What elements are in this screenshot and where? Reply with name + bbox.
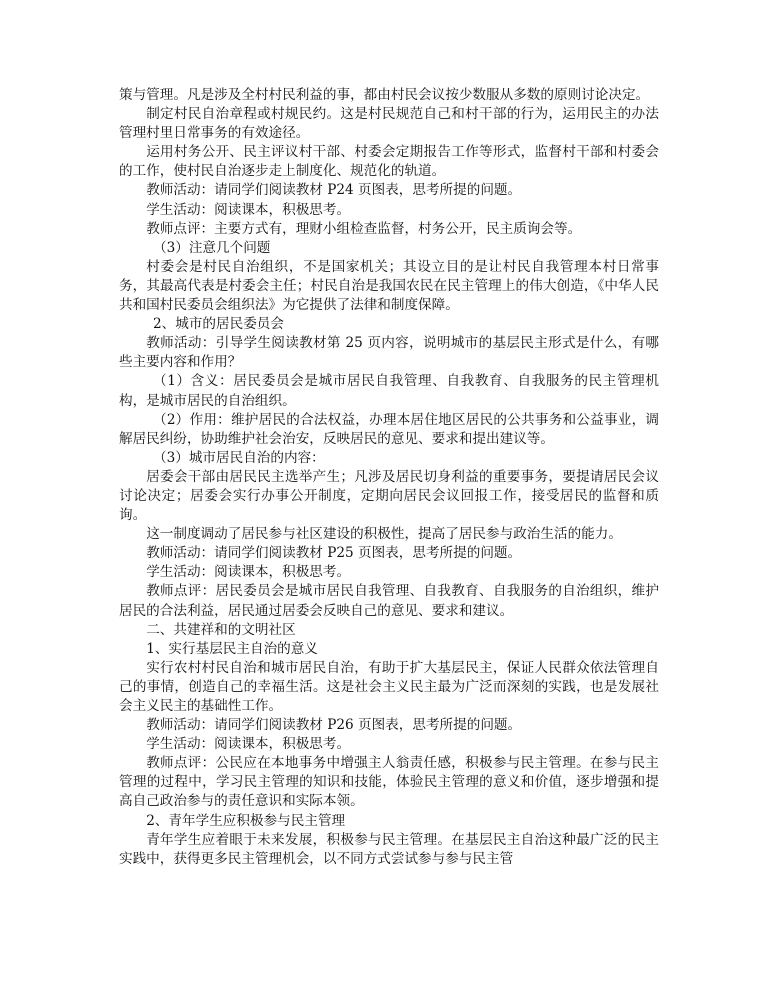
paragraph: 教师点评：居民委员会是城市居民自我管理、自我教育、自我服务的自治组织，维护居民的合法利益，居民通过居委会反映自己的意见、要求和建议。 xyxy=(119,583,659,619)
section-heading: （3）城市居民自治的内容： xyxy=(153,449,325,466)
section-heading: 2、青年学生应积极参与民主管理 xyxy=(146,812,346,829)
paragraph: 村委会是村民自治组织，不是国家机关；其设立目的是让村民自我管理本村日常事务，其最高代表是村委会主任；村民自治是我国农民在民主管理上的伟大创造，《中华人民共和国村民委员会组织法》为它提供了法律和制度保障。 xyxy=(119,258,659,314)
paragraph: 制定村民自治章程或村规民约。这是村民规范自己和村干部的行为，运用民主的办法管理村里日常事务的有效途径。 xyxy=(119,106,659,142)
section-heading: （3）注意几个问题 xyxy=(153,239,271,256)
paragraph: 教师点评：公民应在本地事务中增强主人翁责任感，积极参与民主管理。在参与民主管理的过程中，学习民主管理的知识和技能，体验民主管理的意义和价值，逐步增强和提高自己政治参与的责任意识和实际本领。 xyxy=(119,755,659,810)
paragraph: 运用村务公开、民主评议村干部、村委会定期报告工作等形式，监督村干部和村委会的工作，使村民自治逐步走上制度化、规范化的轨道。 xyxy=(119,144,659,180)
paragraph: 学生活动：阅读课本，积极思考。 xyxy=(146,564,351,581)
paragraph: （2）作用：维护居民的合法权益，办理本居住地区居民的公共事务和公益事业，调解居民纠纷，协助维护社会治安，反映居民的意见、要求和提出建议等。 xyxy=(119,411,659,447)
paragraph: 教师活动：请同学们阅读教材 P24 页图表，思考所提的问题。 xyxy=(146,182,522,199)
paragraph: 学生活动：阅读课本，积极思考。 xyxy=(146,201,351,218)
paragraph: 这一制度调动了居民参与社区建设的积极性，提高了居民参与政治生活的能力。 xyxy=(146,526,622,543)
section-heading: 1、实行基层民主自治的意义 xyxy=(146,640,318,657)
paragraph: 策与管理。凡是涉及全村村民利益的事，都由村民会议按少数服从多数的原则讨论决定。 xyxy=(119,87,650,103)
section-heading: 2、城市的居民委员会 xyxy=(153,316,284,333)
paragraph: 青年学生应着眼于未来发展，积极参与民主管理。在基层民主自治这种最广泛的民主实践中，获得更多民主管理机会，以不同方式尝试参与参与民主管 xyxy=(119,831,659,867)
paragraph: 教师点评：主要方式有，理财小组检查监督，村务公开，民主质询会等。 xyxy=(146,220,582,237)
paragraph: 居委会干部由居民民主选举产生；凡涉及居民切身利益的重要事务，要提请居民会议讨论决定；居委会实行办事公开制度，定期向居民会议回报工作，接受居民的监督和质询。 xyxy=(119,468,659,524)
paragraph: 教师活动：请同学们阅读教材 P26 页图表，思考所提的问题。 xyxy=(146,717,522,734)
paragraph: 学生活动：阅读课本，积极思考。 xyxy=(146,736,351,753)
paragraph: 实行农村村民自治和城市居民自治，有助于扩大基层民主，保证人民群众依法管理自己的事情，创造自己的幸福生活。这是社会主义民主最为广泛而深刻的实践，也是发展社会主义民主的基础性工作。 xyxy=(119,659,659,714)
section-heading: 二、共建祥和的文明社区 xyxy=(146,621,296,638)
paragraph: 教师活动：请同学们阅读教材 P25 页图表，思考所提的问题。 xyxy=(146,545,522,562)
paragraph: （1）含义：居民委员会是城市居民自我管理、自我教育、自我服务的民主管理机构，是城市居民的自治组织。 xyxy=(119,373,659,409)
paragraph: 教师活动：引导学生阅读教材第 25 页内容，说明城市的基层民主形式是什么，有哪些主要内容和作用？ xyxy=(119,335,659,371)
document-page xyxy=(119,86,659,869)
